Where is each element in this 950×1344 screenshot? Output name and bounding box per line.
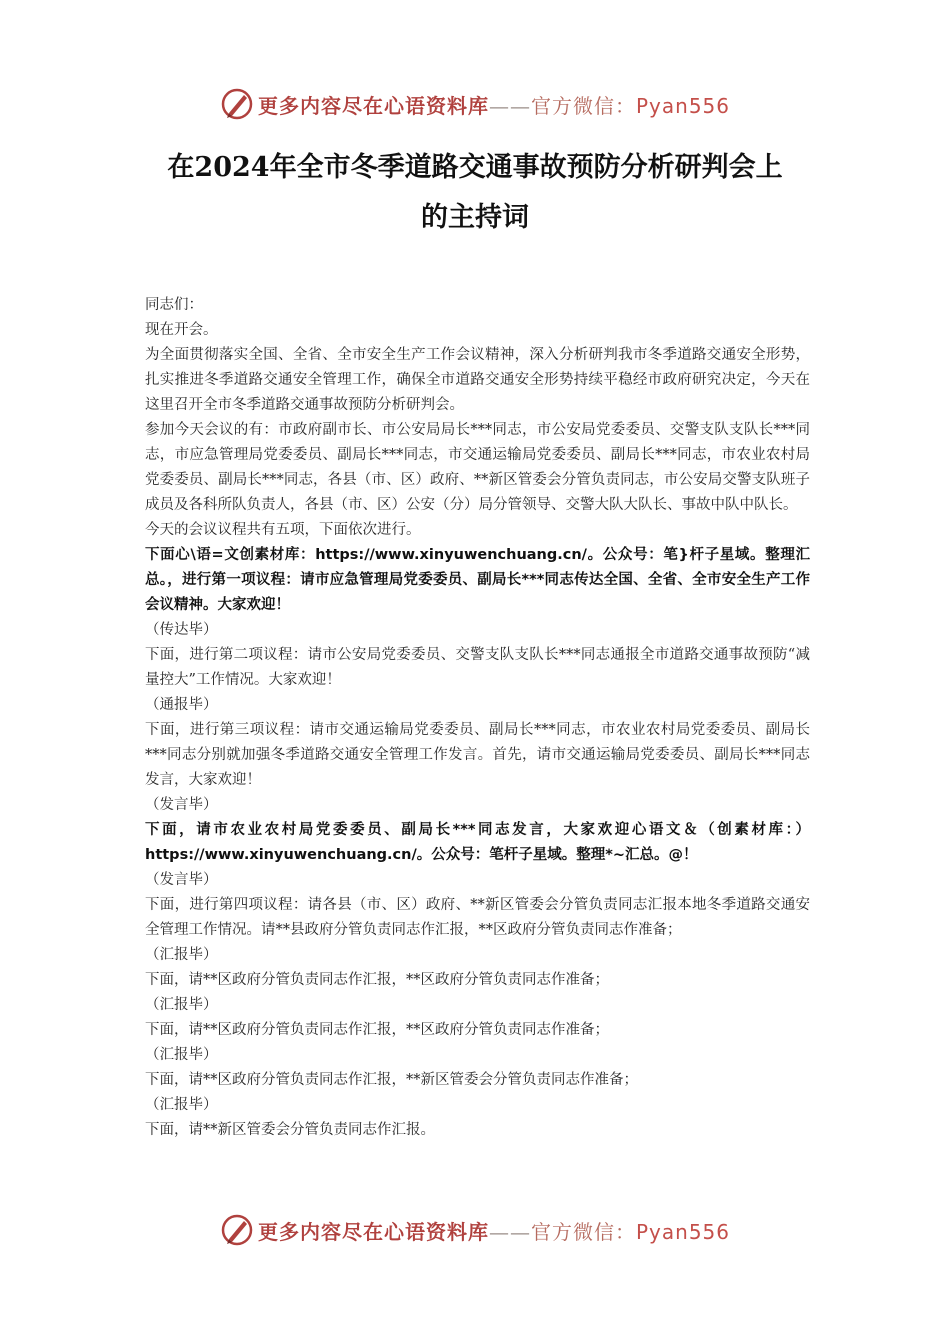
title-line-1: 在2024年全市冬季道路交通事故预防分析研判会上 — [167, 152, 783, 183]
paragraph-purpose: 为全面贯彻落实全国、全省、全市安全生产工作会议精神，深入分析研判我市冬季道路交通安全形势，扎实推进冬季道路交通安全管理工作，确保全市道路交通安全形势持续平稳经市政府研究决定，今天在这里召开全市冬季道路交通事故预防分析研判会。 — [145, 347, 810, 413]
paragraph-report: 下面，请**区政府分管负责同志作汇报，**区政府分管负责同志作准备； — [145, 972, 609, 988]
header-banner-text — [258, 90, 730, 119]
header-banner-wechat-id: Pyan556 — [635, 93, 730, 118]
footer-banner-text — [258, 1216, 730, 1245]
paragraph-open: 现在开会。 — [145, 322, 218, 338]
paragraph-greeting: 同志们： — [145, 297, 203, 313]
document-body — [145, 293, 810, 1143]
document-title — [120, 143, 830, 243]
paragraph-report: 下面，请**区政府分管负责同志作汇报，**区政府分管负责同志作准备； — [145, 1022, 609, 1038]
paragraph-item-1: 下面心\语=文创素材库：https://www.xinyuwenchuang.cn/。公众号：笔}杆子星域。整理汇总。，进行第一项议程：请市应急管理局党委委员、副局长***同志传达全国、全省、全市安全生产工作会议精神。大家欢迎！ — [145, 547, 810, 613]
paragraph-item-3: 下面，进行第三项议程：请市交通运输局党委委员、副局长***同志，市农业农村局党委委员、副局长***同志分别就加强冬季道路交通安全管理工作发言。首先，请市交通运输局党委委员、副局长***同志发言，大家欢迎！ — [145, 722, 810, 788]
paragraph-note: （汇报毕） — [145, 947, 218, 963]
paragraph-item-4: 下面，进行第四项议程：请各县（市、区）政府、**新区管委会分管负责同志汇报本地冬季道路交通安全管理工作情况。请**县政府分管负责同志作汇报，**区政府分管负责同志作准备； — [145, 897, 810, 938]
paragraph-attendees: 参加今天会议的有：市政府副市长、市公安局局长***同志，市公安局党委委员、交警支队支队长***同志，市应急管理局党委委员、副局长***同志，市交通运输局党委委员、副局长***同志，市农业农村局党委委员、副局长***同志，各县（市、区）政府、**新区管委会分管负责同志，市公安局交警支队班子成员及各科所队负责人，各县（市、区）公安（分）局分管领导、交警大队大队长、事故中队中队长。 — [145, 422, 810, 513]
header-banner-wechat-label: 官方微信： — [530, 93, 636, 118]
pen-logo-icon — [220, 1213, 254, 1247]
paragraph-item-2: 下面，进行第二项议程：请市公安局党委委员、交警支队支队长***同志通报全市道路交通事故预防“减量控大”工作情况。大家欢迎！ — [145, 647, 810, 688]
paragraph-note: （汇报毕） — [145, 997, 218, 1013]
paragraph-report: 下面，请**区政府分管负责同志作汇报，**新区管委会分管负责同志作准备； — [145, 1072, 638, 1088]
header-banner — [0, 84, 950, 124]
footer-banner-separator: —— — [488, 1219, 531, 1244]
paragraph-item-3b: 下面，请市农业农村局党委委员、副局长***同志发言，大家欢迎心语文＆（创素材库：）https://www.xinyuwenchuang.cn/。公众号：笔杆子星域。整理*~汇总。@！ — [145, 822, 810, 863]
header-banner-separator: —— — [488, 93, 531, 118]
paragraph-note: （发言毕） — [145, 872, 218, 888]
paragraph-agenda: 今天的会议议程共有五项，下面依次进行。 — [145, 522, 421, 538]
paragraph-note: （传达毕） — [145, 622, 218, 638]
paragraph-report: 下面，请**新区管委会分管负责同志作汇报。 — [145, 1122, 435, 1138]
header-banner-main: 更多内容尽在心语资料库 — [257, 93, 489, 118]
footer-banner — [0, 1210, 950, 1250]
title-line-2: 的主持词 — [421, 202, 529, 233]
footer-banner-main: 更多内容尽在心语资料库 — [257, 1219, 489, 1244]
pen-logo-icon — [220, 87, 254, 121]
paragraph-note: （汇报毕） — [145, 1047, 218, 1063]
footer-banner-wechat-id: Pyan556 — [635, 1219, 730, 1244]
paragraph-note: （通报毕） — [145, 697, 218, 713]
paragraph-note: （发言毕） — [145, 797, 218, 813]
paragraph-note: （汇报毕） — [145, 1097, 218, 1113]
footer-banner-wechat-label: 官方微信： — [530, 1219, 636, 1244]
